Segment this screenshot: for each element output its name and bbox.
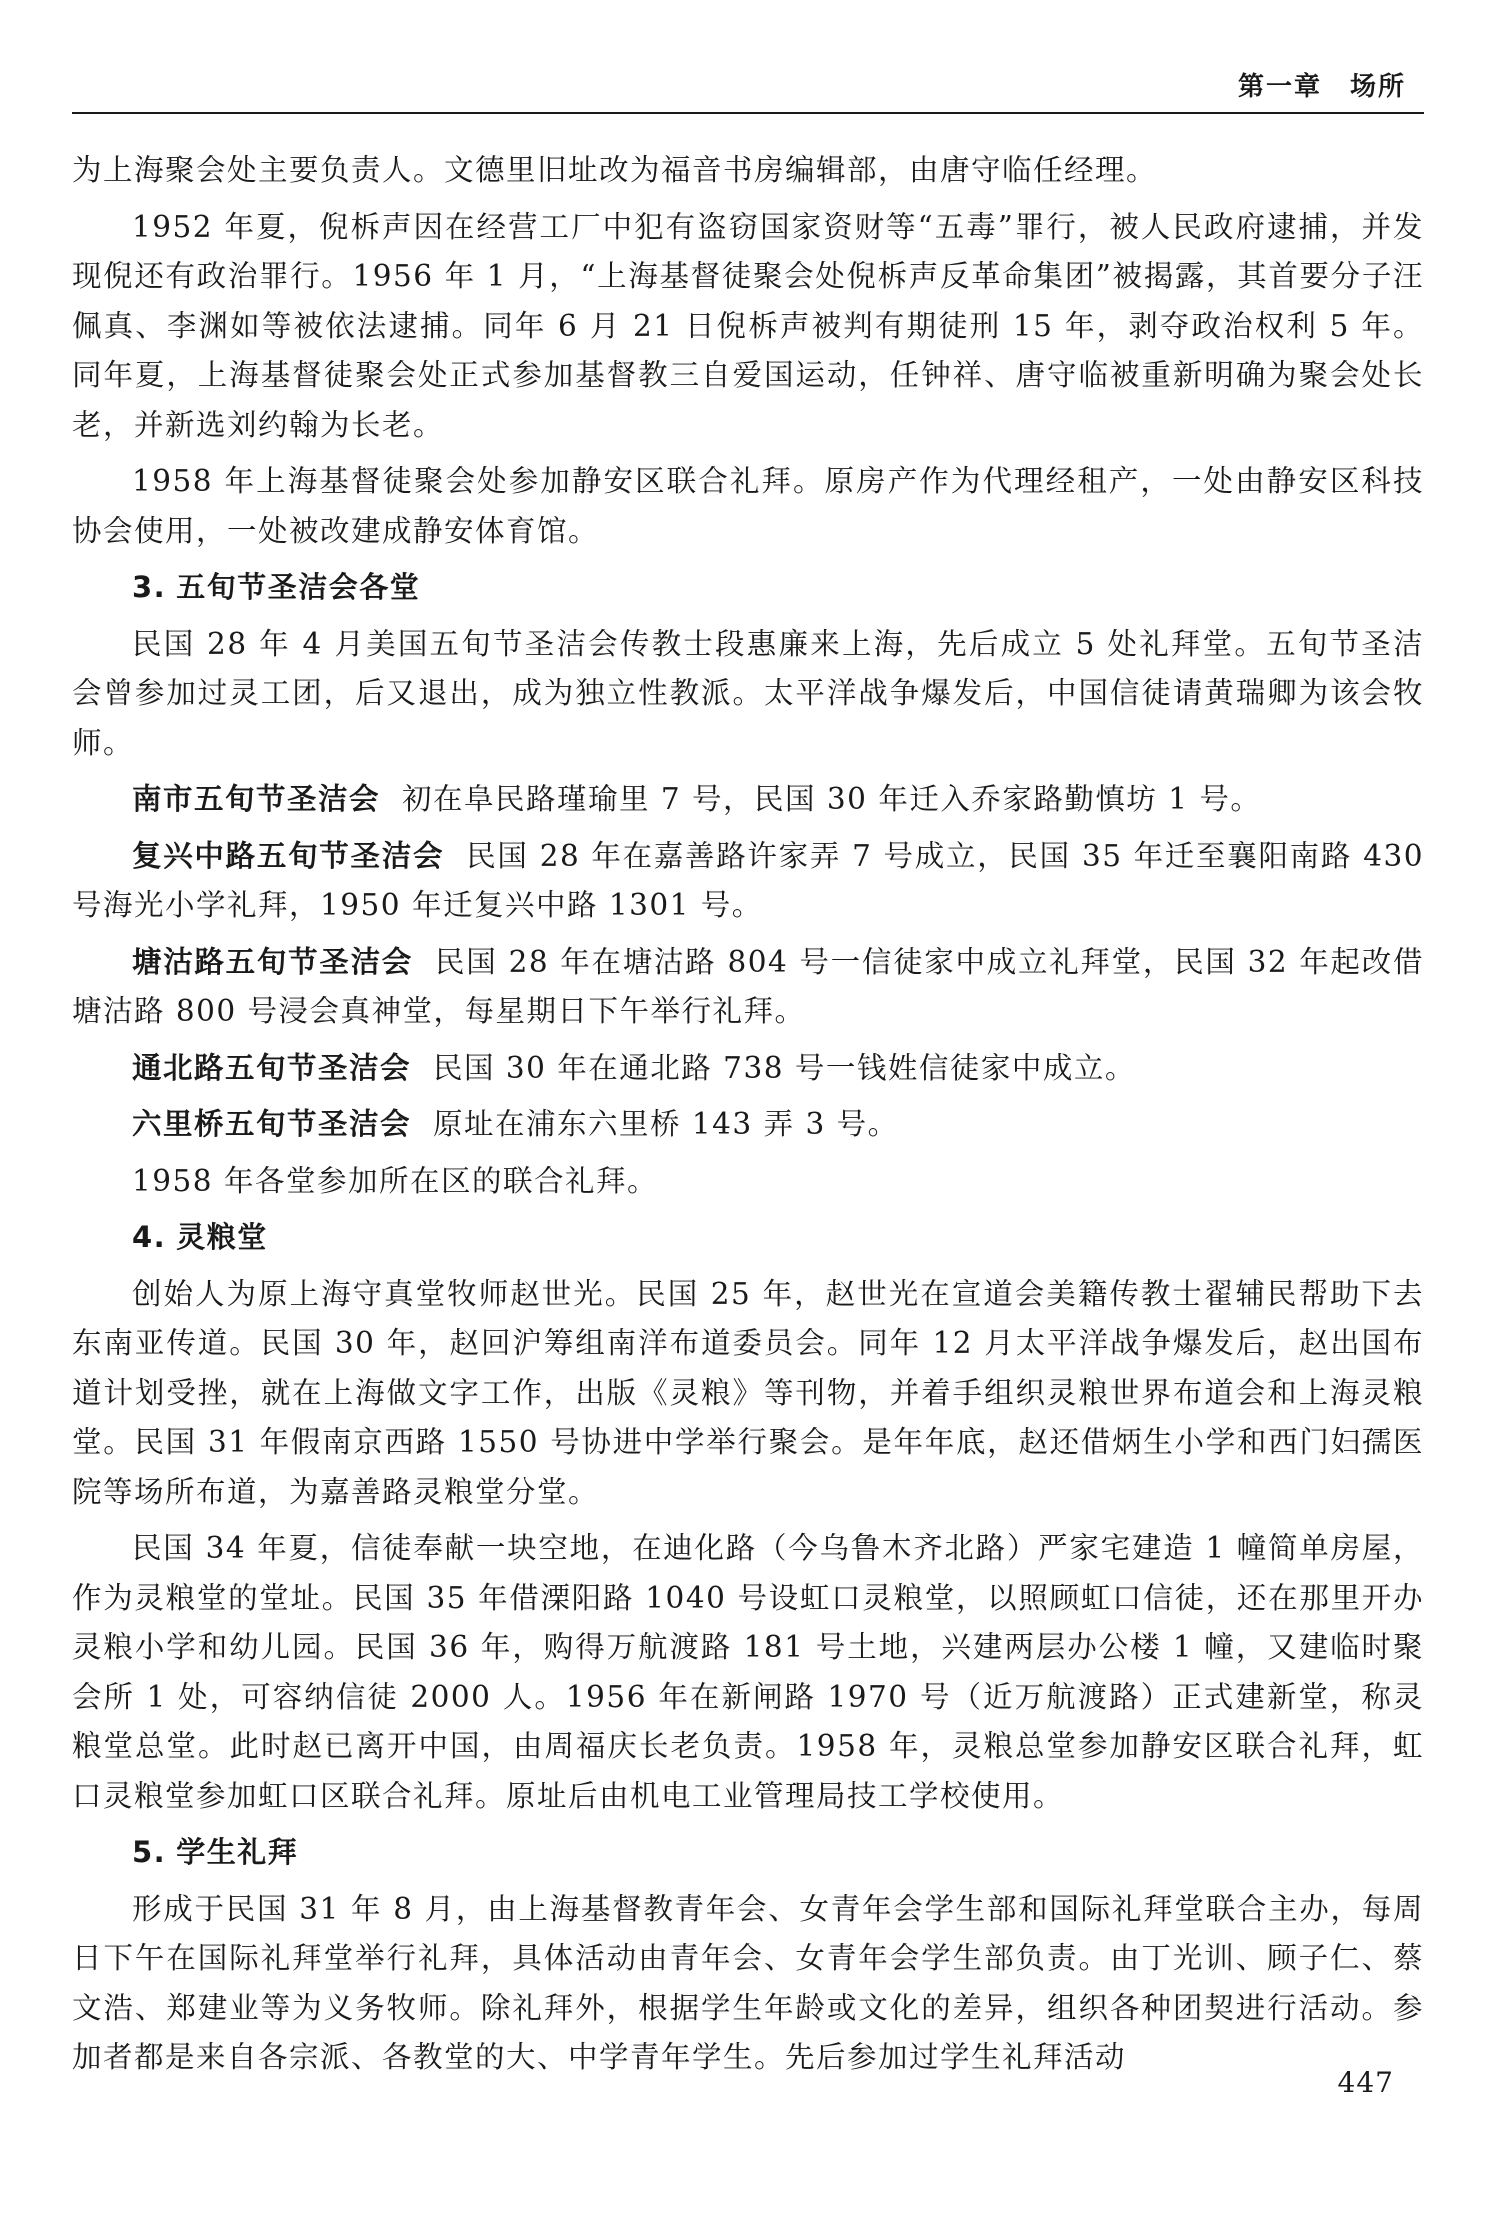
church-entry-name: 六里桥五旬节圣洁会 [132,1107,412,1141]
section-heading [72,1213,1424,1263]
page-number: 447 [1337,2066,1394,2099]
section-title: 学生礼拜 [176,1835,299,1869]
paragraph: 形成于民国 31 年 8 月，由上海基督教青年会、女青年会学生部和国际礼拜堂联合主办，每周日下午在国际礼拜堂举行礼拜，具体活动由青年会、女青年会学生部负责。由丁光训、顾子仁、蔡文浩、郑建业等为义务牧师。除礼拜外，根据学生年龄或文化的差异，组织各种团契进行活动。参加者都是来自各宗派、各教堂的大、中学青年学生。先后参加过学生礼拜活动 [72,1891,1424,2074]
church-entry-name: 塘沽路五旬节圣洁会 [132,944,414,979]
church-entry [72,1100,1424,1150]
paragraph: 民国 34 年夏，信徒奉献一块空地，在迪化路（今乌鲁木齐北路）严家宅建造 1 幢简单房屋，作为灵粮堂的堂址。民国 35 年借溧阳路 1040 号设虹口灵粮堂，以照顾虹口信徒，还在那里开办灵粮小学和幼儿园。民国 36 年，购得万航渡路 181 号土地，兴建两层办公楼 1 幢，又建临时聚会所 1 处，可容纳信徒 2000 人。1956 年在新闸路 1970 号（近万航渡路）正式建新堂，称灵粮堂总堂。此时赵已离开中国，由周福庆长老负责。1958 年，灵粮总堂参加静安区联合礼拜，虹口灵粮堂参加虹口区联合礼拜。原址后由机电工业管理局技工学校使用。 [72,1531,1424,1813]
paragraph: 1958 年上海基督徒聚会处参加静安区联合礼拜。原房产作为代理经租产，一处由静安区科技协会使用，一处被改建成静安体育馆。 [72,464,1424,548]
book-page [72,0,1424,2229]
section-number: 5. [132,1835,167,1869]
church-entry-text: 民国 28 年在塘沽路 804 号一信徒家中成立礼拜堂，民国 32 年起改借塘沽路 800 号浸会真神堂，每星期日下午举行礼拜。 [72,944,1424,1028]
paragraph: 1952 年夏，倪柝声因在经营工厂中犯有盗窃国家资财等“五毒”罪行，被人民政府逮捕，并发现倪还有政治罪行。1956 年 1 月，“上海基督徒聚会处倪柝声反革命集团”被揭露，其首要分子汪佩真、李渊如等被依法逮捕。同年 6 月 21 日倪柝声被判有期徒刑 15 年，剥夺政治权利 5 年。同年夏，上海基督徒聚会处正式参加基督教三自爱国运动，任钟祥、唐守临被重新明确为聚会处长老，并新选刘约翰为长老。 [72,209,1424,442]
church-entry-name: 复兴中路五旬节圣洁会 [132,838,445,873]
section-number: 4. [132,1220,167,1254]
section-number: 3. [132,570,167,604]
section-title: 灵粮堂 [176,1220,268,1254]
church-entry [72,1044,1424,1094]
section-heading [72,1828,1424,1878]
body-text [72,146,1424,2090]
section-title: 五旬节圣洁会各堂 [176,570,421,604]
church-entry-name: 南市五旬节圣洁会 [132,782,381,816]
church-entry [72,775,1424,825]
header-rule [72,112,1424,114]
church-entry-text: 民国 30 年在通北路 738 号一钱姓信徒家中成立。 [433,1050,1136,1085]
church-entry-text: 初在阜民路瑾瑜里 7 号，民国 30 年迁入乔家路勤慎坊 1 号。 [402,782,1262,816]
paragraph: 创始人为原上海守真堂牧师赵世光。民国 25 年，赵世光在宣道会美籍传教士翟辅民帮助下去东南亚传道。民国 30 年，赵回沪筹组南洋布道委员会。同年 12 月太平洋战争爆发后，赵出国布道计划受挫，就在上海做文字工作，出版《灵粮》等刊物，并着手组织灵粮世界布道会和上海灵粮堂。民国 31 年假南京西路 1550 号协进中学举行聚会。是年年底，赵还借炳生小学和西门妇孺医院等场所布道，为嘉善路灵粮堂分堂。 [72,1276,1424,1509]
church-entry-text: 原址在浦东六里桥 143 弄 3 号。 [433,1107,899,1141]
paragraph: 1958 年各堂参加所在区的联合礼拜。 [132,1163,658,1198]
church-entry [72,832,1424,931]
paragraph: 为上海聚会处主要负责人。文德里旧址改为福音书房编辑部，由唐守临任经理。 [72,153,1158,187]
church-entry-text: 民国 28 年在嘉善路许家弄 7 号成立，民国 35 年迁至襄阳南路 430 号海光小学礼拜，1950 年迁复兴中路 1301 号。 [72,838,1424,922]
church-entry-name: 通北路五旬节圣洁会 [132,1050,412,1085]
church-entry [72,938,1424,1037]
running-head: 第一章 场所 [1237,72,1406,102]
section-heading [72,563,1424,613]
paragraph: 民国 28 年 4 月美国五旬节圣洁会传教士段惠廉来上海，先后成立 5 处礼拜堂。五旬节圣洁会曾参加过灵工团，后又退出，成为独立性教派。太平洋战争爆发后，中国信徒请黄瑞卿为该会牧师。 [72,626,1424,760]
